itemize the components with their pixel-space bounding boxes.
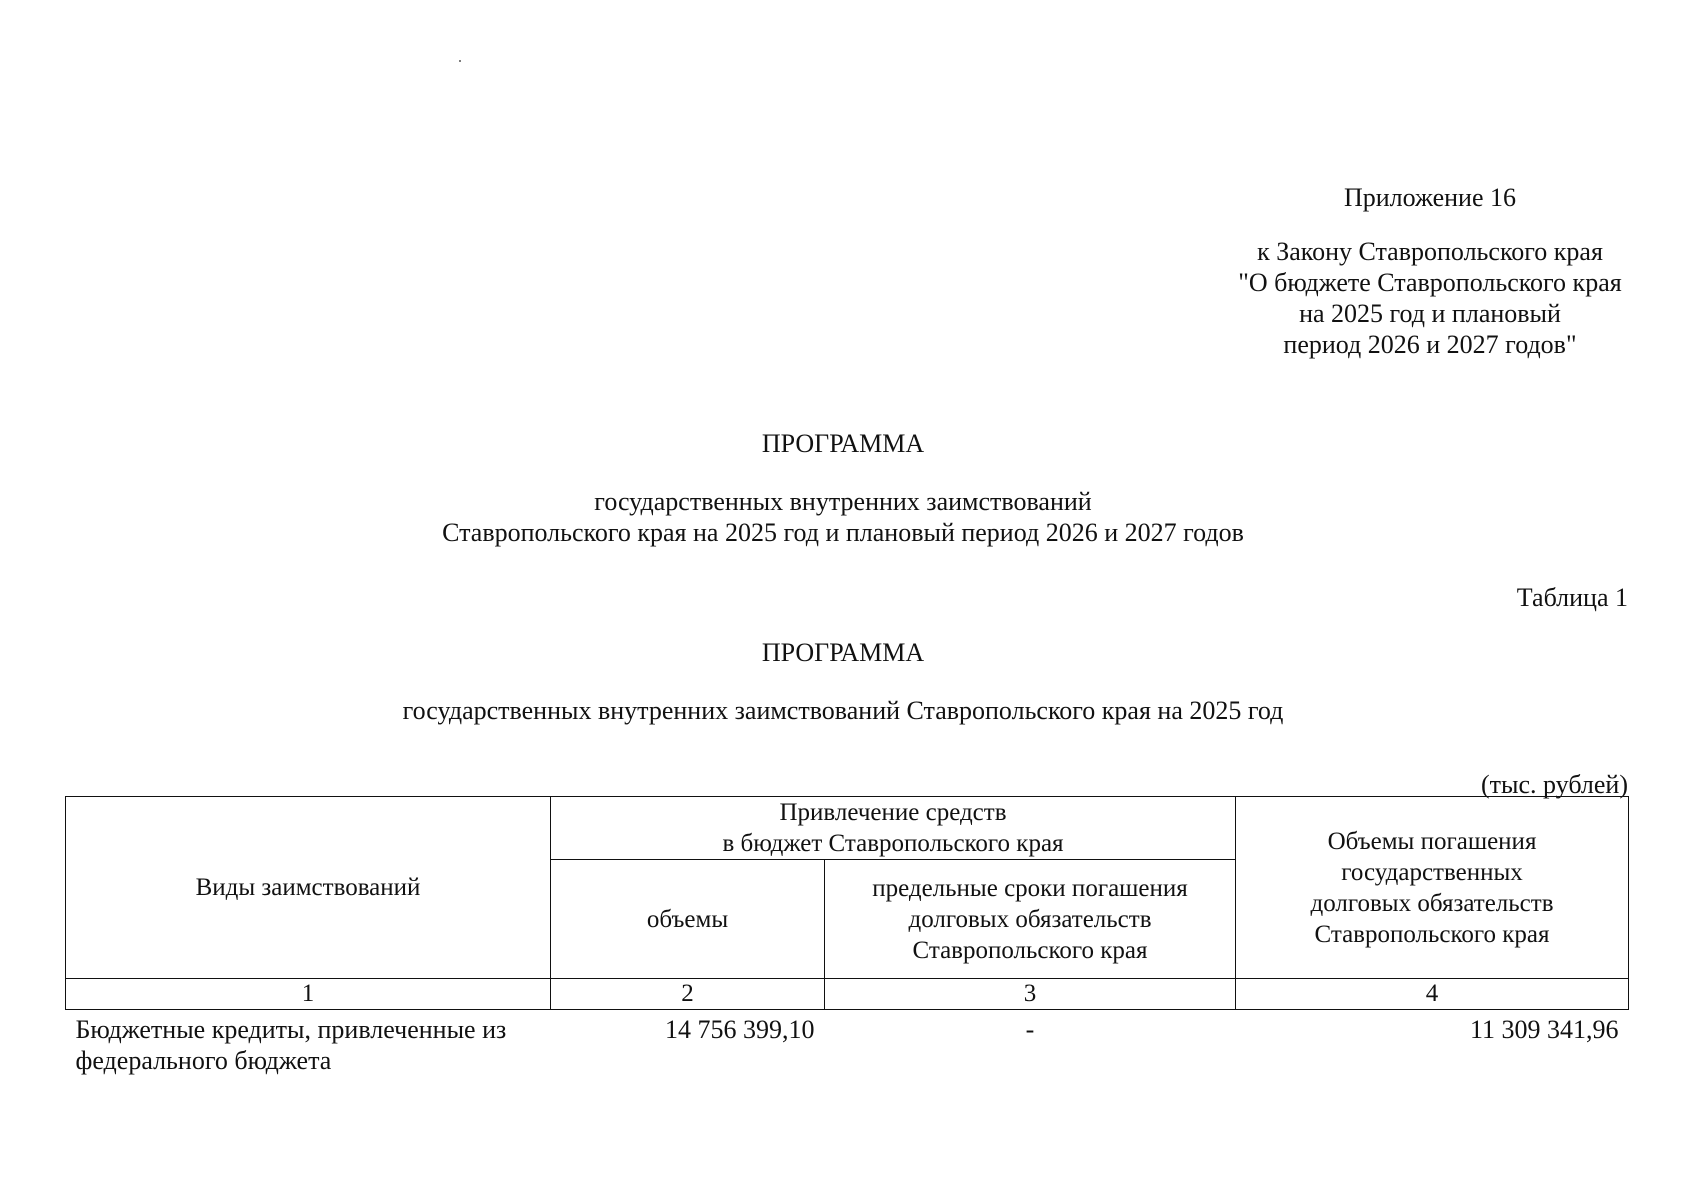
appendix-law-line: период 2026 и 2027 годов" (1283, 330, 1577, 359)
table-subtitle: государственных внутренних заимствований Ставропольского края на 2025 год (402, 696, 1284, 725)
column-numbers-row (66, 979, 1629, 1010)
program-heading: ПРОГРАММА (761, 429, 925, 458)
table-number: Таблица 1 (1516, 583, 1628, 612)
header-repayment-line: Объемы погашения (1327, 827, 1537, 855)
header-volumes: объемы (551, 860, 825, 979)
program-subtitle-line: государственных внутренних заимствований (594, 487, 1092, 516)
header-borrowing-types: Виды заимствований (66, 797, 551, 979)
column-number: 3 (825, 979, 1236, 1010)
appendix-title: Приложение 16 (1343, 183, 1517, 212)
header-terms-line: Ставропольского края (912, 936, 1148, 964)
program-subtitle-line: Ставропольского края на 2025 год и плановый период 2026 и 2027 годов (442, 518, 1244, 547)
borrowing-table (65, 796, 1629, 1076)
header-terms-line: предельные сроки погашения (872, 874, 1188, 902)
repayment-volume: 11 309 341,96 (1469, 1015, 1619, 1044)
appendix-law-line: "О бюджете Ставропольского края (1238, 268, 1622, 297)
program-subtitle (0, 486, 1686, 548)
header-attraction-line: в бюджет Ставропольского края (722, 830, 1064, 857)
header-attraction (551, 797, 1236, 860)
header-terms-line: долговых обязательств (908, 905, 1152, 933)
column-number: 1 (66, 979, 551, 1010)
units-note: (тыс. рублей) (1480, 770, 1628, 799)
borrowing-type (66, 1010, 551, 1077)
column-number: 4 (1236, 979, 1629, 1010)
appendix-law-line: на 2025 год и плановый (1299, 299, 1561, 328)
header-repayment-line: Ставропольского края (1314, 920, 1550, 948)
repayment-term: - (1025, 1015, 1035, 1044)
column-number: 2 (551, 979, 825, 1010)
scan-speck (459, 60, 461, 62)
header-repayment-line: государственных (1341, 858, 1523, 886)
table-row (66, 1010, 1629, 1077)
attraction-volume: 14 756 399,10 (665, 1015, 815, 1044)
borrowing-type-line: федерального бюджета (75, 1046, 332, 1075)
header-terms (825, 860, 1236, 979)
table-heading: ПРОГРАММА (761, 638, 925, 667)
header-attraction-line: Привлечение средств (779, 799, 1007, 826)
appendix-law-reference (1190, 236, 1670, 360)
appendix-law-line: к Закону Ставропольского края (1257, 237, 1603, 266)
header-row (66, 797, 1629, 860)
header-repayment (1236, 797, 1629, 979)
borrowing-type-line: Бюджетные кредиты, привлеченные из (75, 1015, 507, 1044)
header-repayment-line: долговых обязательств (1310, 889, 1554, 917)
